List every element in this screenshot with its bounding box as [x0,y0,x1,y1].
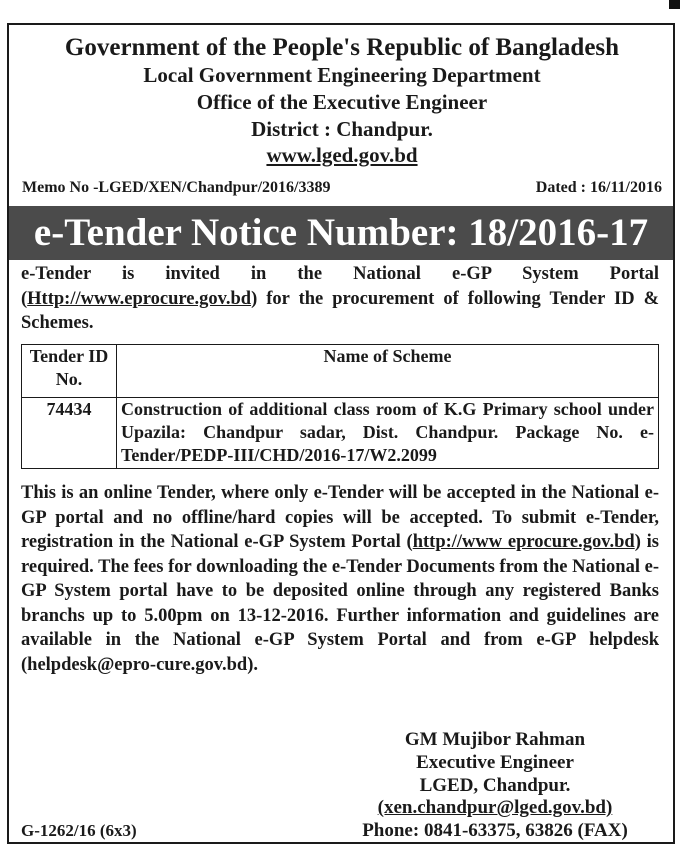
eprocure-link[interactable]: Http://www.eprocure.gov.bd [27,288,252,309]
memo-date: Dated : 16/11/2016 [535,179,662,196]
tender-id-cell: 74434 [22,398,117,469]
scheme-name-cell: Construction of additional class room of K.G Primary school under Upazila: Chandpur sadar, Dist. Chandpur. Package No. e-Tender/PEDP-III/CHD/2016-17/W2.2099 [117,398,659,469]
notice-number-banner: e-Tender Notice Number: 18/2016-17 [9,206,673,260]
table-row [22,398,659,469]
signatory-name: GM Mujibor Rahman [404,729,586,750]
office-name: Office of the Executive Engineer [196,90,488,114]
clipped-previous-ad-text [4,0,7,6]
column-header-tender-id: Tender ID No. [22,345,117,398]
signatory-title: Executive Engineer [416,752,574,773]
clipped-previous-ad-badge [669,0,680,9]
eprocure-link-2[interactable]: http://www eprocure.gov.bd [412,532,635,552]
tender-table [21,344,659,469]
instructions-paragraph [21,481,659,677]
memo-row [22,179,662,201]
signatory-office: LGED, Chandpur. [419,775,571,796]
intro-text-before: e-Tender is invited in the National e-GP System Portal ( [21,264,659,309]
body-text-before: This is an online Tender, where only e-Tender will be accepted in the National e-GP portal and no offline/hard copies will be accepted. To submit e-Tender, registration in the National e-GP System Portal ( [21,483,659,552]
intro-text-after: ) for the procurement of following Tender ID & Schemes. [21,288,659,333]
signatory-phone: Phone: 0841-63375, 63826 (FAX) [362,820,628,841]
signatory-email[interactable]: (xen.chandpur@lged.gov.bd) [377,797,613,818]
column-header-scheme: Name of Scheme [117,345,659,398]
intro-paragraph [21,262,659,336]
website-link[interactable]: www.lged.gov.bd [266,143,418,167]
g-code: G-1262/16 (6x3) [21,821,137,840]
memo-number: Memo No -LGED/XEN/Chandpur/2016/3389 [22,179,331,196]
government-title: Government of the People's Republic of Bangladesh [64,34,620,61]
district-name: District : Chandpur. [251,117,433,141]
clipped-top-strip [0,0,684,9]
table-header-row [22,345,659,398]
body-text-after: ) is required. The fees for downloading the e-Tender Documents from the National e-GP System portal have to be deposited online through any registered Banks branchs up to 5.00pm on 13-12-2016. Further information and guidelines are available in the National e-GP System Portal and from e-GP helpdesk (helpdesk@epro-cure.gov.bd). [21,532,660,675]
department-name: Local Government Engineering Department [143,63,541,87]
